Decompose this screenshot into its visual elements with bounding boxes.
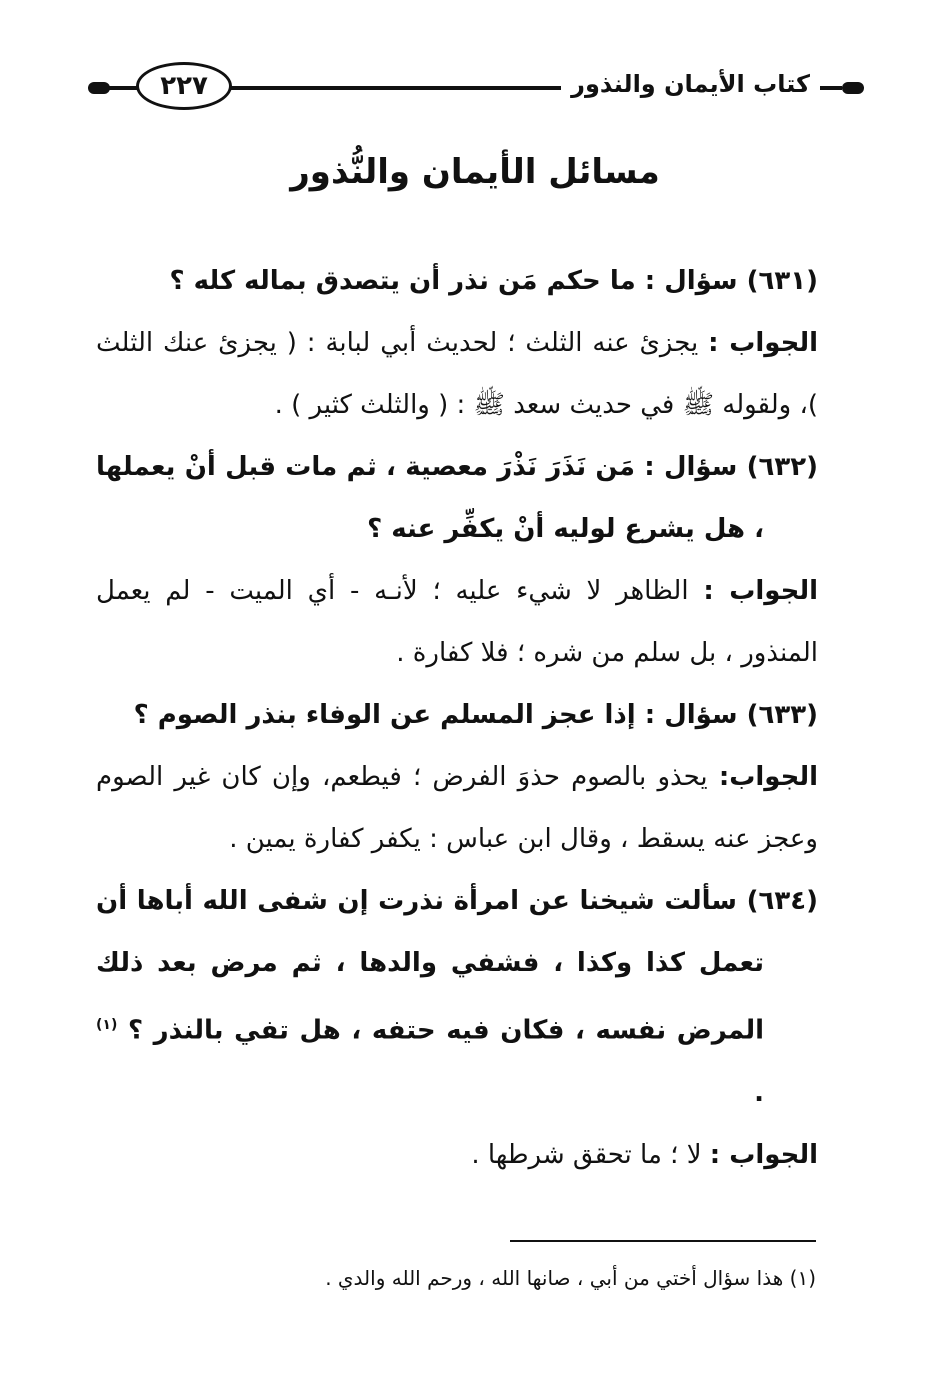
answer-text: يحذو بالصوم حذوَ الفرض ؛ فيطعم، وإن كان غير الصوم وعجز عنه يسقط ، وقال ابن عباس : يكفر كفارة يمين . [96,762,818,854]
page-number: ٢٢٧ [136,62,232,110]
answer-634 [96,1124,818,1186]
question-632 [96,436,818,560]
question-number: (٦٣٤) [746,886,818,916]
question-label: سؤال : [644,452,738,482]
main-text [96,250,818,1186]
question-label: سؤال : [644,700,738,730]
answer-633 [96,746,818,870]
answer-label: الجواب: [718,762,819,792]
footnote: (١) هذا سؤال أختي من أبي ، صانها الله ، ورحم الله والدي . [325,1266,816,1290]
question-number: (٦٣١) [746,266,818,296]
question-text: مَن نَذَرَ نَذْرَ معصية ، ثم مات قبل أنْ يعملها ، هل يشرع لوليه أنْ يكفِّر عنه ؟ [96,452,764,544]
answer-632 [96,560,818,684]
chapter-title: مسائل الأيمان والنُّذور [290,152,660,192]
footnote-reference: (١) [96,1017,118,1033]
header-ornament-right [842,82,864,94]
running-header [88,62,864,118]
question-631 [96,250,818,312]
answer-text: لا ؛ ما تحقق شرطها . [471,1139,702,1170]
question-text: سألت شيخنا عن امرأة نذرت إن شفى الله أباها أن تعمل كذا وكذا ، فشفي والدها ، ثم مرض بعد ذلك المرض نفسه ، فكان فيه حتفه ، هل تفي بالنذر ؟ [96,886,764,1046]
answer-label: الجواب : [709,1139,818,1170]
question-633 [96,684,818,746]
question-number: (٦٣٢) [746,452,818,482]
question-634 [96,870,818,1124]
footnote-separator [510,1240,816,1242]
question-label: سؤال : [644,266,738,296]
question-text: ما حكم مَن نذر أن يتصدق بماله كله ؟ [169,266,636,296]
answer-text: الظاهر لا شيء عليه ؛ لأنـه - أي الميت - لم يعمل المنذور ، بل سلم من شره ؛ فلا كفارة . [96,576,818,668]
answer-631 [96,312,818,436]
answer-label: الجواب : [708,328,818,358]
question-text: إذا عجز المسلم عن الوفاء بنذر الصوم ؟ [133,700,636,730]
question-number: (٦٣٣) [746,700,818,730]
question-end-mark: . [754,1077,764,1108]
running-title: كتاب الأيمان والنذور [561,70,820,98]
answer-text: يجزئ عنه الثلث ؛ لحديث أبي لبابة : ( يجزئ عنك الثلث )، ولقوله ﷺ في حديث سعد ﷺ : ( والثلث كثير ) . [96,328,818,420]
answer-label: الجواب : [703,576,818,606]
